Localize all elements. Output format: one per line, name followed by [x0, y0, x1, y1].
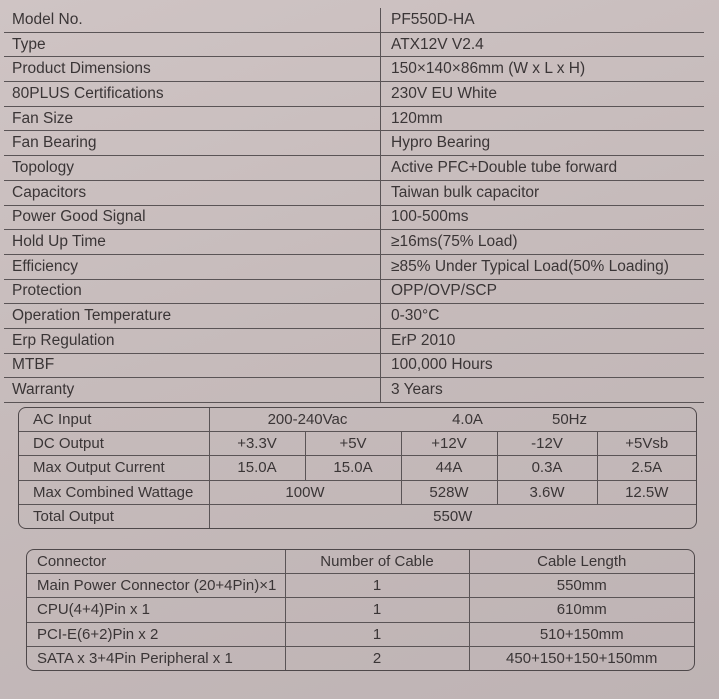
connector-row: [27, 622, 694, 646]
spec-row: [4, 304, 704, 329]
spec-key: Erp Regulation: [4, 328, 381, 353]
current-5vsb: 2.5A: [597, 456, 696, 480]
connector-row: [27, 598, 694, 622]
spec-row: [4, 32, 704, 57]
cable-length: 610mm: [469, 598, 694, 622]
combined-3v3-5v: 100W: [209, 480, 401, 504]
spec-value: ≥16ms(75% Load): [381, 230, 705, 255]
spec-value: Taiwan bulk capacitor: [381, 180, 705, 205]
cable-length: 450+150+150+150mm: [506, 649, 658, 667]
spec-value: OPP/OVP/SCP: [381, 279, 705, 304]
cable-count: 1: [285, 574, 469, 598]
spec-key: 80PLUS Certifications: [4, 82, 381, 107]
current-3v3: 15.0A: [209, 456, 305, 480]
spec-value: PF550D-HA: [381, 8, 705, 32]
total-output-row: [19, 504, 696, 528]
spec-value: 150×140×86mm (W x L x H): [381, 57, 705, 82]
ac-input-voltage: 200-240Vac: [267, 411, 348, 429]
spec-row: [4, 82, 704, 107]
spec-value: ErP 2010: [381, 328, 705, 353]
spec-key: Warranty: [4, 378, 381, 403]
total-output-label: Total Output: [19, 504, 209, 528]
spec-row: [4, 205, 704, 230]
spec-row: [4, 156, 704, 181]
ac-input-current: 4.0A: [452, 411, 483, 429]
ac-input-row: [19, 408, 696, 432]
rail-5vsb: +5Vsb: [597, 432, 696, 456]
rail-3v3: +3.3V: [209, 432, 305, 456]
spec-value: 230V EU White: [381, 82, 705, 107]
spec-key: Topology: [4, 156, 381, 181]
connector-header: Connector: [27, 550, 285, 574]
spec-table: [4, 8, 704, 403]
spec-key: Power Good Signal: [4, 205, 381, 230]
spec-key: Type: [4, 32, 381, 57]
connector-name: PCI-E(6+2)Pin x 2: [27, 622, 285, 646]
current-neg12v: 0.3A: [497, 456, 597, 480]
connector-row: [27, 646, 694, 670]
spec-value: 3 Years: [381, 378, 705, 403]
spec-value: 100-500ms: [381, 205, 705, 230]
spec-key: Fan Bearing: [4, 131, 381, 156]
spec-value: Active PFC+Double tube forward: [381, 156, 705, 181]
spec-row: [4, 8, 704, 32]
ac-input-label: AC Input: [19, 408, 209, 432]
spec-value: Hypro Bearing: [381, 131, 705, 156]
ac-input-frequency: 50Hz: [551, 411, 588, 429]
current-12v: 44A: [401, 456, 497, 480]
spec-key: MTBF: [4, 353, 381, 378]
max-current-label: Max Output Current: [19, 456, 209, 480]
spec-key: Model No.: [4, 8, 381, 32]
rail-12v: +12V: [401, 432, 497, 456]
max-combined-row: [19, 480, 696, 504]
spec-row: [4, 254, 704, 279]
spec-key: Operation Temperature: [4, 304, 381, 329]
power-table: [18, 407, 697, 529]
spec-value: 120mm: [381, 106, 705, 131]
connector-name: SATA x 3+4Pin Peripheral x 1: [27, 646, 285, 670]
dc-output-row: [19, 432, 696, 456]
spec-row: [4, 106, 704, 131]
current-5v: 15.0A: [305, 456, 401, 480]
spec-key: Product Dimensions: [4, 57, 381, 82]
spec-key: Protection: [4, 279, 381, 304]
rail-5v: +5V: [305, 432, 401, 456]
cable-count-header: Number of Cable: [285, 550, 469, 574]
combined-12v: 528W: [401, 480, 497, 504]
total-output-value: 550W: [433, 507, 473, 525]
combined-5vsb: 12.5W: [597, 480, 696, 504]
connector-row: [27, 574, 694, 598]
spec-row: [4, 57, 704, 82]
spec-row: [4, 378, 704, 403]
spec-row: [4, 180, 704, 205]
cable-length: 550mm: [469, 574, 694, 598]
connector-name: Main Power Connector (20+4Pin)×1: [27, 574, 285, 598]
spec-row: [4, 353, 704, 378]
connector-header-row: [27, 550, 694, 574]
connector-name: CPU(4+4)Pin x 1: [27, 598, 285, 622]
spec-key: Hold Up Time: [4, 230, 381, 255]
spec-key: Efficiency: [4, 254, 381, 279]
cable-count: 2: [285, 646, 469, 670]
max-current-row: [19, 456, 696, 480]
connector-table: [26, 549, 695, 671]
spec-value: 100,000 Hours: [381, 353, 705, 378]
cable-count: 1: [285, 622, 469, 646]
rail-neg12v: -12V: [497, 432, 597, 456]
spec-value: ≥85% Under Typical Load(50% Loading): [381, 254, 705, 279]
spec-row: [4, 131, 704, 156]
spec-key: Fan Size: [4, 106, 381, 131]
cable-count: 1: [285, 598, 469, 622]
max-combined-label: Max Combined Wattage: [19, 480, 209, 504]
spec-row: [4, 279, 704, 304]
cable-length-header: Cable Length: [469, 550, 694, 574]
dc-output-label: DC Output: [19, 432, 209, 456]
spec-key: Capacitors: [4, 180, 381, 205]
spec-row: [4, 328, 704, 353]
spec-value: ATX12V V2.4: [381, 32, 705, 57]
cable-length: 510+150mm: [469, 622, 694, 646]
spec-row: [4, 230, 704, 255]
combined-neg12v: 3.6W: [497, 480, 597, 504]
spec-value: 0-30°C: [381, 304, 705, 329]
